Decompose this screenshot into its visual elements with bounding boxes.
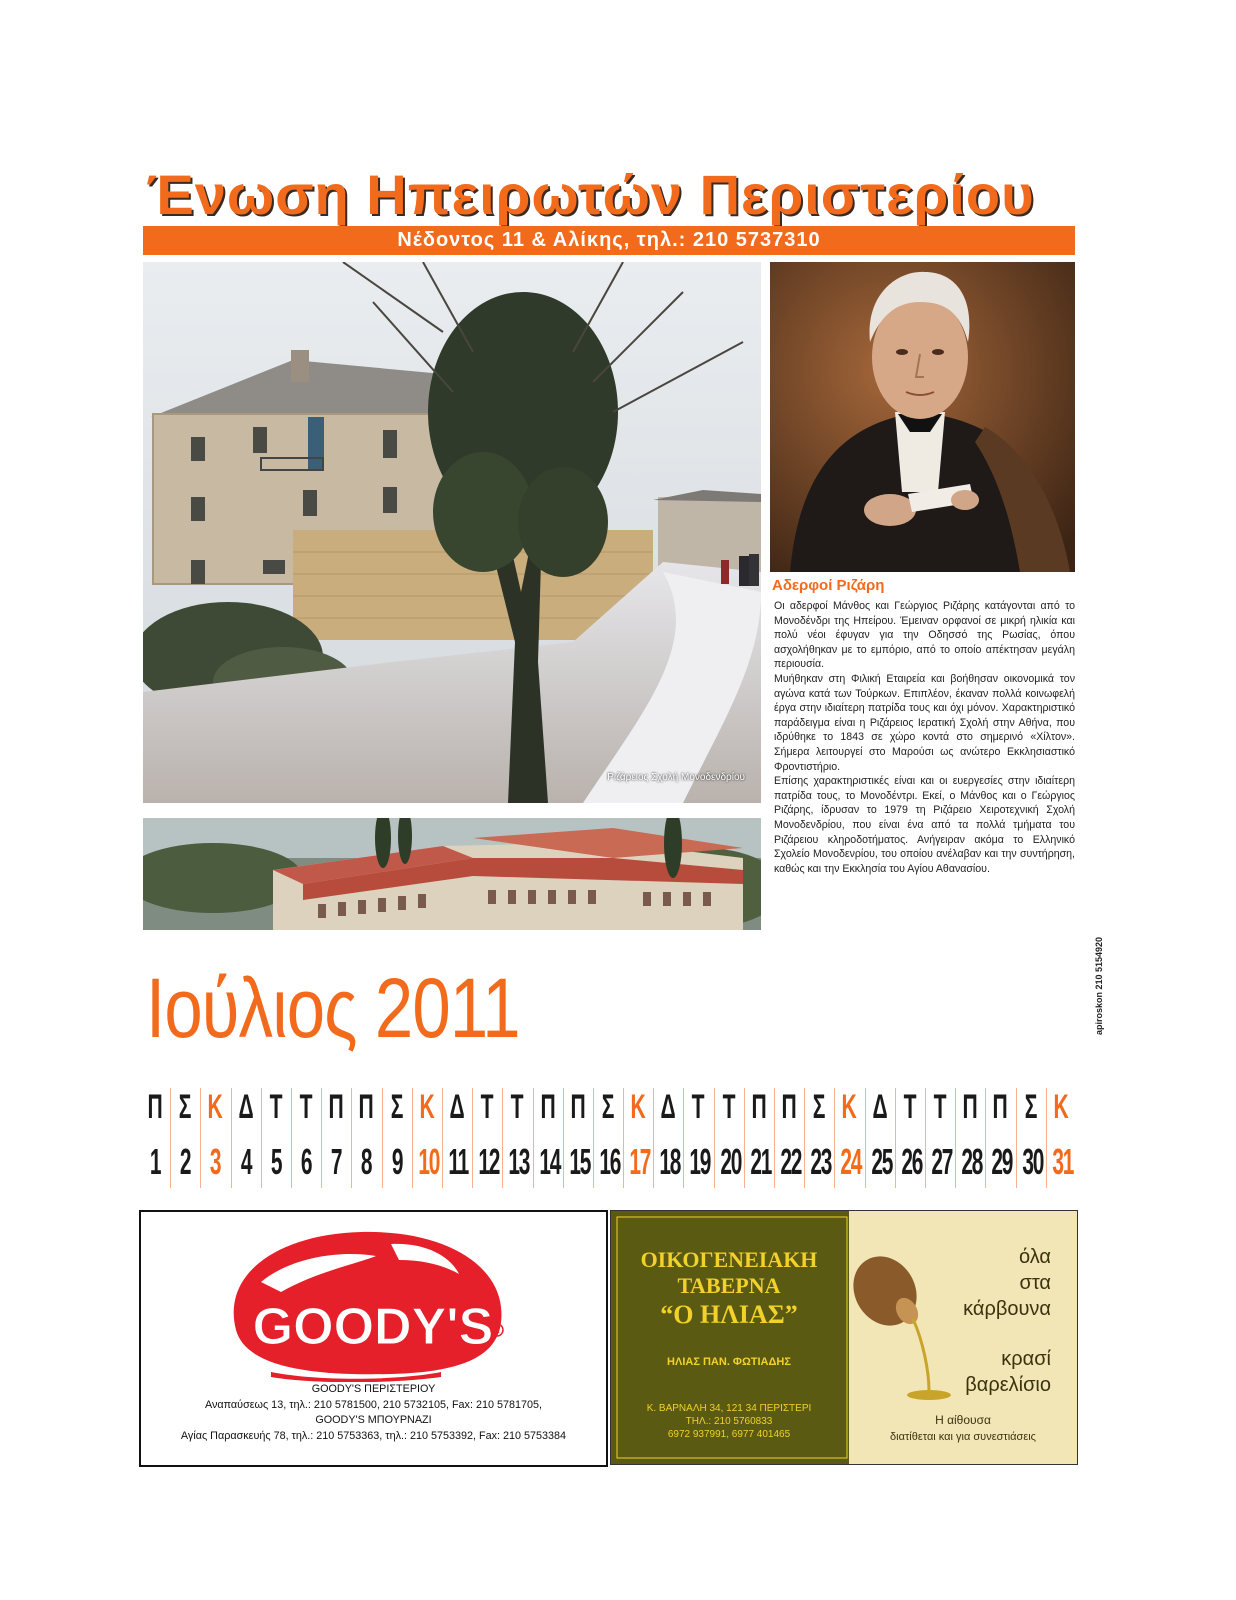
goodys-ad-text xyxy=(139,1382,608,1444)
day-number: 26 xyxy=(901,1141,923,1182)
weekday-letter: Π xyxy=(751,1088,767,1126)
goodys-ad-line: GOODY'S ΜΠΟΥΡΝΑΖΙ xyxy=(315,1414,432,1427)
calendar-day xyxy=(533,1084,563,1192)
calendar-day xyxy=(170,1084,200,1192)
calendar-day xyxy=(502,1084,532,1192)
calendar-divider xyxy=(925,1088,926,1188)
calendar-day xyxy=(231,1084,261,1192)
calendar-divider xyxy=(231,1088,232,1188)
calendar-day xyxy=(744,1084,774,1192)
goodys-ad-line: Αναπαύσεως 13, τηλ.: 210 5781500, 210 5732105, Fax: 210 5781705, xyxy=(204,1398,542,1411)
taverna-phone: ΤΗΛ.: 210 5760833 xyxy=(685,1416,773,1427)
weekday-letter: Π xyxy=(328,1088,344,1126)
day-number: 15 xyxy=(569,1141,590,1182)
calendar-day xyxy=(261,1084,291,1192)
weekday-letter: Τ xyxy=(692,1088,706,1126)
calendar-day xyxy=(472,1084,502,1192)
school-photo xyxy=(143,262,761,803)
calendar-divider xyxy=(865,1088,866,1188)
calendar-divider xyxy=(472,1088,473,1188)
taverna-address: Κ. ΒΑΡΝΑΛΗ 34, 121 34 ΠΕΡΙΣΤΕΡΙ xyxy=(646,1403,812,1414)
school-photo-illustration xyxy=(143,262,761,803)
complex-photo xyxy=(143,818,761,930)
calendar-divider xyxy=(834,1088,835,1188)
calendar-divider xyxy=(502,1088,503,1188)
day-number: 16 xyxy=(599,1141,621,1182)
day-number: 31 xyxy=(1052,1141,1074,1182)
day-number: 6 xyxy=(300,1141,312,1182)
day-number: 12 xyxy=(478,1141,500,1182)
address-text: Νέδοντος 11 & Αλίκης, τηλ.: 210 5737310 xyxy=(397,229,821,251)
weekday-letter: Σ xyxy=(813,1088,826,1126)
calendar-day xyxy=(834,1084,864,1192)
calendar-day xyxy=(140,1084,170,1192)
calendar-divider xyxy=(351,1088,352,1188)
weekday-letter: Π xyxy=(781,1088,797,1126)
taverna-slogan5: βαρελίσιο xyxy=(965,1374,1051,1396)
calendar-day xyxy=(985,1084,1015,1192)
taverna-slogan1: όλα xyxy=(1018,1246,1051,1268)
taverna-ad-graphic xyxy=(611,1211,1077,1464)
calendar-divider xyxy=(683,1088,684,1188)
taverna-line1: ΟΙΚΟΓΕΝΕΙΑΚΗ xyxy=(640,1247,818,1272)
calendar-divider xyxy=(200,1088,201,1188)
day-number: 13 xyxy=(508,1141,530,1182)
month-label: Ιούλιος 2011 xyxy=(146,961,520,1055)
calendar-divider xyxy=(653,1088,654,1188)
bio-paragraph: Επίσης χαρακτηριστικές είναι και οι ευεργεσίες στην ιδιαίτερη πατρίδα τους, το Μονοδέντρι. Εκεί, ο Μάνθος και ο Γεώργιος Ριζάρης, ίδρυσαν το 1979 τη Ριζάρειο Χειροτεχνική Σχολή Μονοδενδρίου, που είναι ένα από τα πολλά τμήματα του Ριζάρειου κληροδοτήματος. Ανήγειραν ακόμα το Ελληνικό Σχολείο Μονοδενρίου, του οποίου ανέλαβαν και την συντήρηση, καθώς και την Εκκλησία του Αγίου Αθανασίου. xyxy=(774,775,1075,875)
calendar-day xyxy=(1016,1084,1046,1192)
day-number: 8 xyxy=(361,1141,372,1182)
calendar-day xyxy=(1046,1084,1076,1192)
calendar-day xyxy=(351,1084,381,1192)
goodys-logo-text: GOODY'S xyxy=(252,1298,494,1356)
day-number: 28 xyxy=(961,1141,983,1182)
calendar-divider xyxy=(1046,1088,1047,1188)
goodys-ad-line: GOODY'S ΠΕΡΙΣΤΕΡΙΟΥ xyxy=(311,1383,436,1395)
calendar-day xyxy=(291,1084,321,1192)
bio-paragraph: Μυήθηκαν στη Φιλική Εταιρεία και βοήθησαν οικονομικά τον αγώνα κατά των Τούρκων. Επιπλέον, έκαναν πολλά κοινωφελή έργα στην ιδιαίτερη πατρίδα τους και όχι μόνον. Χαρακτηριστικό παράδειγμα είναι η Ριζάρειος Ιερατική Σχολή στην Αθήνα, που ιδρύθηκε το 1843 σε χώρο κοντά στο σημερινό «Χίλτον». Σήμερα λειτουργεί στο Μαρούσι ως ανώτερο Εκκλησιαστικό Φροντιστήριο. xyxy=(774,672,1075,773)
calendar-day xyxy=(200,1084,230,1192)
weekday-letter: Κ xyxy=(630,1088,646,1126)
calendar-divider xyxy=(261,1088,262,1188)
calendar-day xyxy=(593,1084,623,1192)
weekday-letter: Σ xyxy=(1024,1088,1038,1126)
day-number: 21 xyxy=(750,1141,772,1182)
weekday-letter: Σ xyxy=(601,1088,615,1126)
weekday-letter: Δ xyxy=(660,1088,676,1126)
side-credit-text: apiroskon 210 5154920 xyxy=(1094,936,1104,1035)
taverna-hall2: διατίθεται και για συνεστιάσεις xyxy=(890,1431,1036,1443)
calendar-day xyxy=(774,1084,804,1192)
day-number: 27 xyxy=(931,1141,953,1182)
day-number: 14 xyxy=(538,1141,560,1182)
day-number: 22 xyxy=(780,1141,802,1182)
calendar-divider xyxy=(955,1088,956,1188)
day-number: 23 xyxy=(810,1141,832,1182)
weekday-letter: Τ xyxy=(480,1088,494,1126)
calendar-divider xyxy=(321,1088,322,1188)
day-number: 10 xyxy=(418,1141,439,1182)
day-number: 18 xyxy=(659,1141,681,1182)
calendar-day xyxy=(321,1084,351,1192)
taverna-hall1: Η αίθουσα xyxy=(935,1413,991,1427)
day-number: 19 xyxy=(689,1141,711,1182)
calendar-divider xyxy=(563,1088,564,1188)
day-number: 5 xyxy=(270,1141,282,1182)
weekday-letter: Κ xyxy=(841,1088,858,1126)
weekday-letter: Τ xyxy=(933,1088,947,1126)
weekday-letter: Π xyxy=(570,1088,586,1126)
calendar-divider xyxy=(804,1088,805,1188)
weekday-letter: Κ xyxy=(207,1088,224,1126)
calendar-day xyxy=(895,1084,925,1192)
day-number: 17 xyxy=(629,1141,651,1182)
page-title: Ένωση Ηπειρωτών Περιστερίου xyxy=(146,163,1035,226)
calendar-divider xyxy=(985,1088,986,1188)
day-number: 20 xyxy=(720,1141,741,1182)
weekday-letter: Κ xyxy=(1053,1088,1069,1126)
school-photo-caption: Ριζάρειος Σχολή Μονοδενδρίου xyxy=(607,772,745,783)
taverna-ad xyxy=(610,1210,1078,1465)
weekday-letter: Π xyxy=(992,1088,1009,1126)
bio-paragraph: Οι αδερφοί Μάνθος και Γεώργιος Ριζάρης κατάγονται από το Μονοδένδρι της Ηπείρου. Έμειναν ορφανοί σε μικρή ηλικία και πολύ νέοι έφυγαν για την Οδησσό της Ρωσίας, όπου ασχολήθηκαν με το εμπόριο, από το οποίο απέκτησαν μεγάλη περιουσία. xyxy=(774,600,1075,671)
weekday-letter: Τ xyxy=(903,1088,917,1126)
weekday-letter: Π xyxy=(962,1088,978,1126)
calendar-divider xyxy=(382,1088,383,1188)
portrait-illustration xyxy=(770,262,1075,572)
calendar-divider xyxy=(744,1088,745,1188)
day-number: 7 xyxy=(331,1141,342,1182)
taverna-slogan3: κάρβουνα xyxy=(963,1298,1051,1320)
calendar-divider xyxy=(170,1088,171,1188)
calendar-day xyxy=(925,1084,955,1192)
day-number: 25 xyxy=(870,1141,892,1182)
goodys-logo xyxy=(141,1212,606,1382)
calendar-day xyxy=(804,1084,834,1192)
calendar-strip xyxy=(140,1084,1076,1192)
goodys-ad-line: Αγίας Παρασκευής 78, τηλ.: 210 5753363, τηλ.: 210 5753392, Fax: 210 5753384 xyxy=(180,1429,567,1442)
calendar-day xyxy=(955,1084,985,1192)
taverna-owner: ΗΛΙΑΣ ΠΑΝ. ΦΩΤΙΑΔΗΣ xyxy=(667,1356,791,1368)
weekday-letter: Τ xyxy=(722,1088,736,1126)
calendar-divider xyxy=(895,1088,896,1188)
day-number: 11 xyxy=(448,1141,469,1182)
day-number: 29 xyxy=(991,1141,1013,1182)
weekday-letter: Κ xyxy=(419,1088,435,1126)
weekday-letter: Δ xyxy=(449,1088,465,1126)
complex-photo-illustration xyxy=(143,818,761,930)
weekday-letter: Π xyxy=(539,1088,556,1126)
calendar-day xyxy=(865,1084,895,1192)
day-number: 4 xyxy=(240,1141,251,1182)
weekday-letter: Τ xyxy=(510,1088,524,1126)
weekday-letter: Δ xyxy=(872,1088,888,1126)
calendar-divider xyxy=(593,1088,594,1188)
calendar-divider xyxy=(1016,1088,1017,1188)
day-number: 2 xyxy=(180,1141,191,1182)
calendar-day xyxy=(382,1084,412,1192)
weekday-letter: Π xyxy=(358,1088,375,1126)
calendar-divider xyxy=(774,1088,775,1188)
calendar-divider xyxy=(623,1088,624,1188)
calendar-divider xyxy=(533,1088,534,1188)
calendar-divider xyxy=(442,1088,443,1188)
calendar-day xyxy=(563,1084,593,1192)
side-credit xyxy=(1091,905,1105,1035)
taverna-slogan4: κρασί xyxy=(1001,1348,1051,1370)
taverna-slogan2: στα xyxy=(1019,1272,1051,1294)
taverna-line2: ΤΑΒΕΡΝΑ xyxy=(677,1273,781,1298)
weekday-letter: Τ xyxy=(299,1088,313,1126)
day-number: 24 xyxy=(840,1141,862,1182)
calendar-divider xyxy=(412,1088,413,1188)
svg-text:R: R xyxy=(494,1326,500,1335)
calendar-day xyxy=(714,1084,744,1192)
bio-title: Αδερφοί Ριζάρη xyxy=(772,577,885,594)
calendar-divider xyxy=(291,1088,292,1188)
calendar-day xyxy=(623,1084,653,1192)
calendar-day xyxy=(683,1084,713,1192)
weekday-letter: Τ xyxy=(269,1088,283,1126)
portrait-photo xyxy=(770,262,1075,572)
weekday-letter: Δ xyxy=(238,1088,254,1126)
weekday-letter: Σ xyxy=(390,1088,403,1126)
calendar-day xyxy=(412,1084,442,1192)
bio-text xyxy=(774,599,1075,876)
day-number: 1 xyxy=(149,1141,161,1182)
taverna-name: “Ο ΗΛΙΑΣ” xyxy=(660,1300,798,1329)
day-number: 9 xyxy=(391,1141,402,1182)
day-number: 3 xyxy=(210,1141,221,1182)
calendar-day xyxy=(653,1084,683,1192)
weekday-letter: Σ xyxy=(178,1088,192,1126)
day-number: 30 xyxy=(1021,1141,1043,1182)
weekday-letter: Π xyxy=(147,1088,163,1126)
taverna-mobiles: 6972 937991, 6977 401465 xyxy=(667,1429,791,1440)
calendar-day xyxy=(442,1084,472,1192)
calendar-divider xyxy=(714,1088,715,1188)
